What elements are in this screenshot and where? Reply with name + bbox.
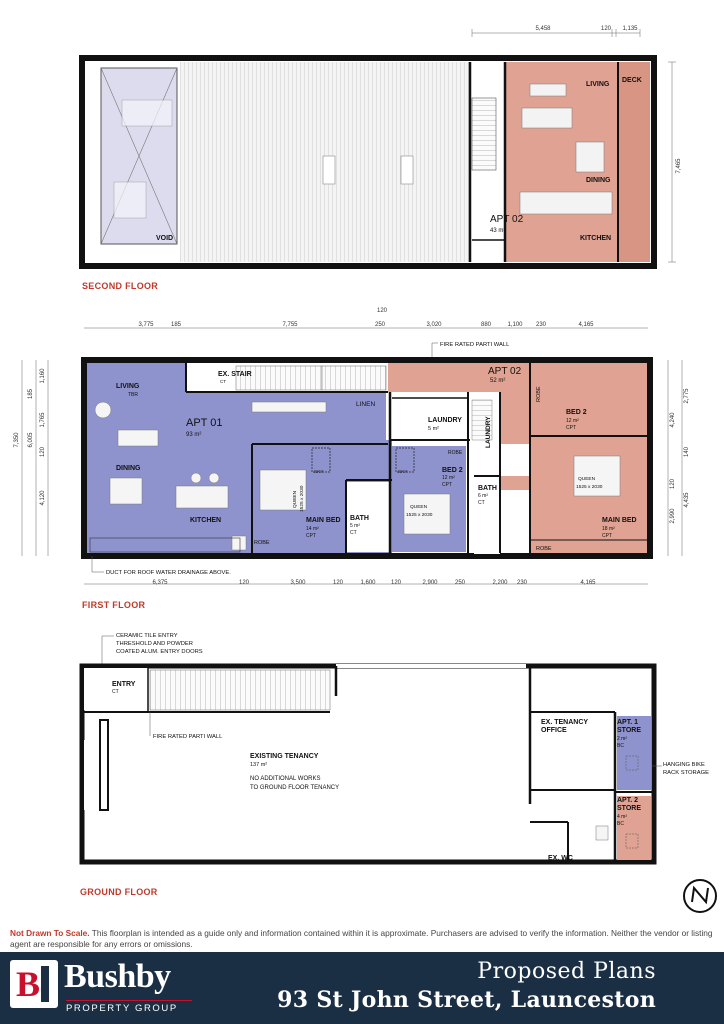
dim: 120 [670, 478, 676, 490]
logo-bar [41, 966, 49, 1002]
logo-letter: B [16, 964, 41, 1004]
apt-label: APT 02 [490, 214, 524, 225]
dim: 1,160 [40, 368, 46, 384]
brand-name: Bushby [64, 958, 171, 995]
bed-size: 1525 x 2030 [300, 485, 305, 512]
brand-logo-icon [10, 960, 58, 1008]
dim: 7,755 [282, 322, 298, 328]
dim: 1,600 [360, 580, 376, 586]
robe-label: ROBE [448, 450, 463, 456]
floor-title-second: SECOND FLOOR [82, 281, 159, 291]
room-label-kitchen: KITCHEN [580, 235, 612, 242]
room-label-entry: ENTRY [112, 681, 136, 688]
room-label-linen: LINEN [356, 401, 376, 408]
dim: 230 [535, 322, 547, 328]
dim: 4,165 [580, 580, 596, 586]
bed-label: QUEEN [293, 490, 298, 508]
dim: 120 [332, 580, 344, 586]
robe-label: ROBE [536, 546, 552, 552]
dim: 6,005 [28, 432, 34, 448]
room-label-office: EX. TENANCY [541, 719, 589, 726]
dim: 230 [516, 580, 528, 586]
second-floor-plan [82, 26, 682, 266]
bed-label: QUEEN [578, 477, 596, 482]
dim: 2,990 [670, 508, 676, 524]
dim: 2,900 [422, 580, 438, 586]
room-label-laundry: LAUNDRY [428, 417, 462, 424]
bed-label: QUEEN [410, 505, 428, 510]
room-label-main-bed-right: MAIN BED [602, 517, 637, 524]
bike-note: HANGING BIKE [663, 762, 705, 768]
disclaimer-text: This floorplan is intended as a guide only and information contained within it is approximate. Purchasers are advised to verify the information. Neither the vendor or listing agent are responsible for any errors or omissions. [10, 928, 713, 949]
first-floor-dims-left [14, 360, 48, 556]
first-floor-dims-right [668, 360, 690, 556]
bed-size: 1525 x 2030 [406, 513, 433, 518]
room-sub-entry: CT [112, 689, 119, 695]
dim: 2,200 [492, 580, 508, 586]
dim: 4,240 [670, 412, 676, 428]
fire-wall-note: FIRE RATED PARTI WALL [153, 734, 223, 740]
room-area-existing: 137 m² [250, 762, 268, 768]
room-sub-main-bed: CPT [306, 533, 316, 539]
floor-title-ground: GROUND FLOOR [80, 887, 158, 897]
room-label-dining: DINING [586, 177, 611, 184]
dim: 7,465 [676, 158, 682, 174]
room-label-living: LIVING [586, 81, 610, 88]
dim: 7,350 [14, 432, 20, 448]
dim: 3,775 [138, 322, 154, 328]
dim: 1,100 [507, 322, 523, 328]
bike-note: RACK STORAGE [663, 770, 709, 776]
dim: 185 [28, 388, 34, 400]
dim: 120 [600, 26, 612, 32]
entry-note-line: COATED ALUM. ENTRY DOORS [116, 649, 203, 655]
apt02-label: APT 02 [488, 366, 522, 377]
dim: 120 [376, 308, 388, 314]
robe-label: ROBE [536, 386, 542, 402]
brand-subtitle: PROPERTY GROUP [66, 1000, 192, 1014]
plan-address: 93 St John Street, Launceston [277, 987, 656, 1013]
room-sub-ex-stair: CT [220, 379, 226, 384]
entry-note-line: THRESHOLD AND POWDER [116, 641, 193, 647]
room-label-living: LIVING [116, 383, 140, 390]
room-label-dining: DINING [116, 465, 141, 472]
fire-wall-note: FIRE RATED PARTI WALL [440, 342, 510, 348]
room-sub-store1: BC [617, 743, 624, 749]
room-area-store1: 2 m² [617, 736, 627, 742]
room-area-store2: 4 m² [617, 814, 627, 820]
room-label-void: VOID [156, 235, 174, 242]
room-label-store1: APT. 1 [617, 719, 639, 726]
apt01-label: APT 01 [186, 417, 223, 429]
sky-label: SKY [398, 470, 408, 475]
room-area-bath: 5 m² [350, 523, 360, 529]
first-floor-dims-bottom [84, 580, 648, 586]
robe-label: ROBE [254, 540, 270, 546]
room-area-main-bed: 14 m² [306, 526, 319, 532]
dim: 120 [40, 446, 46, 458]
sky-label: SKY [314, 470, 324, 475]
room-label-wc: EX. WC [548, 855, 573, 862]
duct-note: DUCT FOR ROOF WATER DRAINAGE ABOVE. [106, 570, 231, 576]
dim: 5,458 [535, 26, 551, 32]
room-area-main-bed-right: 18 m² [602, 526, 615, 532]
room-sub-bed2-right: CPT [566, 425, 576, 431]
room-label-main-bed: MAIN BED [306, 517, 341, 524]
dim: 4,435 [684, 492, 690, 508]
room-label-bed2: BED 2 [442, 467, 463, 474]
room-label-store2: STORE [617, 805, 641, 812]
disclaimer-bold: Not Drawn To Scale. [10, 928, 90, 938]
room-label-store1: STORE [617, 727, 641, 734]
apt01-area: 93 m² [186, 432, 202, 438]
room-label-office: OFFICE [541, 727, 567, 734]
room-label-bed2-right: BED 2 [566, 409, 587, 416]
room-area-bed2-right: 12 m² [566, 418, 579, 424]
room-label-bath-2: BATH [478, 485, 497, 492]
dim: 4,120 [40, 490, 46, 506]
entry-note-line: CERAMIC TILE ENTRY [116, 633, 178, 639]
dim: 250 [454, 580, 466, 586]
dim: 140 [684, 446, 690, 458]
plan-title: Proposed Plans [477, 959, 656, 984]
dim: 4,165 [578, 322, 594, 328]
ground-floor-plan [82, 633, 709, 862]
room-area-laundry: 5 m² [428, 426, 439, 432]
dim: 880 [480, 322, 492, 328]
footer-bar [0, 952, 724, 1024]
dim: 2,775 [684, 388, 690, 404]
dim: 6,375 [152, 580, 168, 586]
room-area-bed2: 12 m² [442, 475, 455, 481]
dim: 120 [390, 580, 402, 586]
floor-title-first: FIRST FLOOR [82, 600, 146, 610]
room-label-deck: DECK [622, 77, 642, 84]
room-area-bath-2: 6 m² [478, 493, 488, 499]
first-floor-dims-top [84, 308, 648, 328]
room-sub-bed2: CPT [442, 482, 452, 488]
dim: 250 [374, 322, 386, 328]
room-label-existing: EXISTING TENANCY [250, 753, 319, 760]
dim: 3,500 [290, 580, 306, 586]
room-label-kitchen: KITCHEN [190, 517, 222, 524]
bed-size: 1525 x 2030 [576, 485, 603, 490]
room-sub-store2: BC [617, 821, 624, 827]
no-works-note: NO ADDITIONAL WORKS [250, 776, 321, 782]
dim: 3,020 [426, 322, 442, 328]
apt02-area: 52 m² [490, 378, 506, 384]
first-floor-plan [14, 308, 690, 586]
room-sub-bath-2: CT [478, 500, 485, 506]
north-arrow-icon [684, 880, 716, 912]
room-sub-bath: CT [350, 530, 357, 536]
no-works-note: TO GROUND FLOOR TENANCY [250, 785, 340, 791]
disclaimer [10, 928, 720, 949]
dim: 185 [170, 322, 182, 328]
room-sub-living: TBR [128, 392, 138, 398]
apt-area: 43 m² [490, 228, 506, 234]
dim: 1,765 [40, 412, 46, 428]
room-label-ex-stair: EX. STAIR [218, 371, 252, 378]
room-label-store2: APT. 2 [617, 797, 639, 804]
room-label-laundry-2: LAUNDRY [485, 416, 492, 448]
room-label-bath: BATH [350, 515, 369, 522]
room-sub-main-bed-right: CPT [602, 533, 612, 539]
dim: 1,135 [622, 26, 638, 32]
dim: 120 [238, 580, 250, 586]
